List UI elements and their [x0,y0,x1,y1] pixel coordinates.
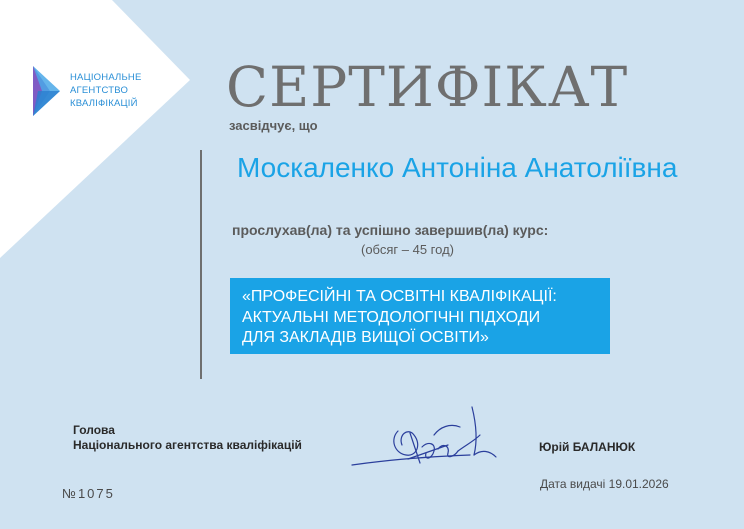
course-title-line-2: АКТУАЛЬНІ МЕТОДОЛОГІЧНІ ПІДХОДИ [242,308,541,326]
certificate-title: СЕРТИФІКАТ [226,55,629,119]
course-volume: (обсяг – 45 год) [361,242,454,257]
agency-logo-icon [30,64,66,120]
issue-date: Дата видачі 19.01.2026 [540,477,669,491]
logo-line-1: НАЦІОНАЛЬНЕ [70,72,142,83]
logo-line-2: АГЕНТСТВО [70,85,129,96]
vertical-divider [200,150,202,379]
agency-logo-text [70,71,142,110]
handwritten-signature [350,405,510,475]
completed-text: прослухав(ла) та успішно завершив(ла) курс: [232,222,549,238]
agency-logo [30,64,170,120]
signatory-name: Юрій БАЛАНЮК [539,440,636,454]
signatory-position: Голова [73,423,115,437]
logo-line-3: КВАЛІФІКАЦІЙ [70,98,138,109]
recipient-name: Москаленко Антоніна Анатоліївна [237,152,678,183]
course-title-box [230,278,610,354]
certificate-number: №1075 [62,486,115,501]
course-title-line-3: ДЛЯ ЗАКЛАДІВ ВИЩОЇ ОСВІТИ» [242,329,489,346]
certifies-text: засвідчує, що [229,118,318,133]
signatory-organization: Національного агентства кваліфікацій [73,438,302,452]
course-title-line-1: «ПРОФЕСІЙНІ ТА ОСВІТНІ КВАЛІФІКАЦІЇ: [242,288,557,305]
